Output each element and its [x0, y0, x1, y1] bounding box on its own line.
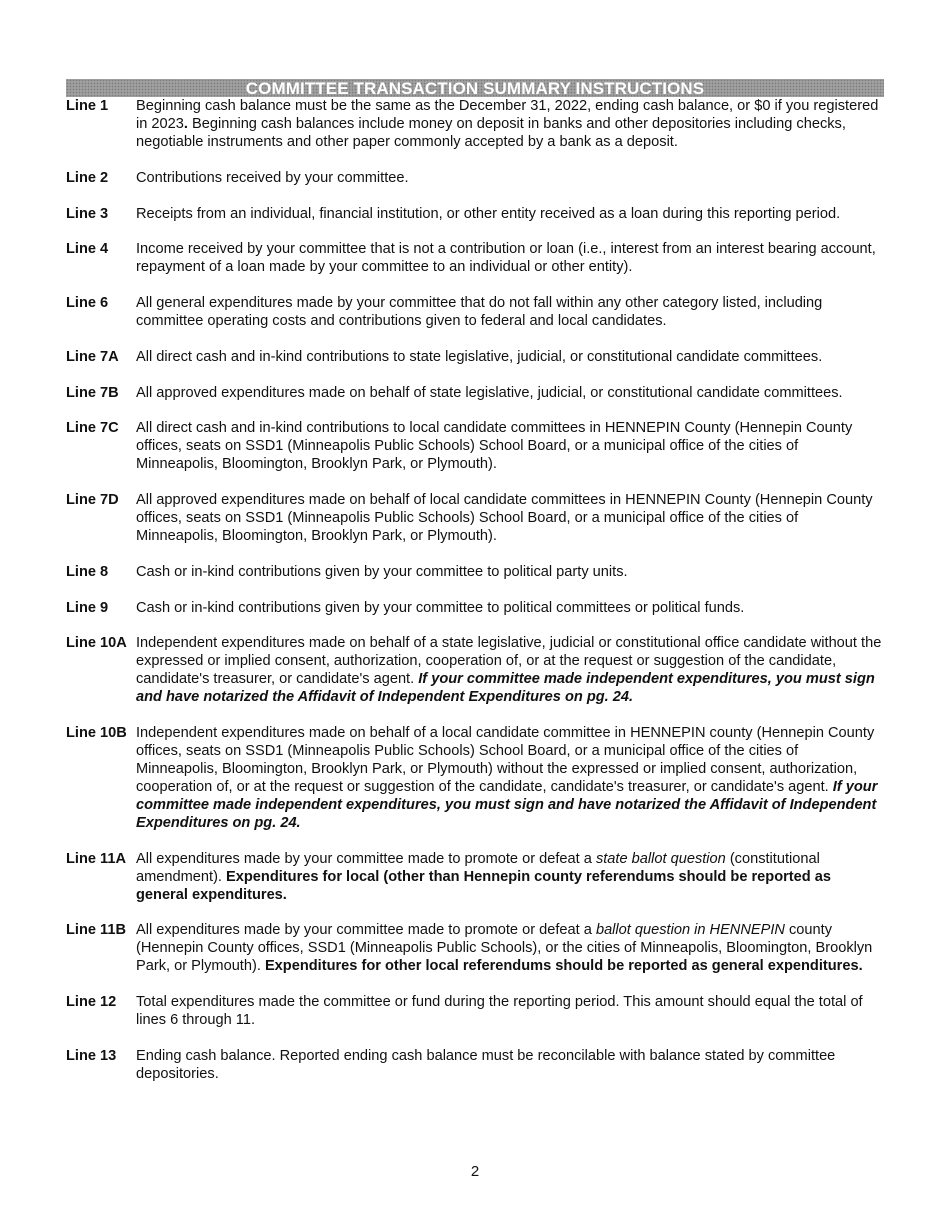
page-number: 2 [470, 1163, 480, 1180]
line-label: Line 7D [66, 492, 119, 508]
affidavit-notice: If your committee made independent expenditures, you must sign and have notarized the Affidavit of Independent Expenditures on pg. 24. [136, 671, 875, 705]
section-title: COMMITTEE TRANSACTION SUMMARY INSTRUCTIONS [245, 79, 705, 98]
instructions-page [66, 79, 884, 1083]
line-description: Cash or in-kind contributions given by your committee to political party units. [136, 564, 628, 580]
line-label: Line 12 [66, 994, 117, 1010]
line-description: Receipts from an individual, financial institution, or other entity received as a loan during this reporting period. [136, 206, 841, 222]
section-title-banner [66, 79, 884, 97]
line-description [136, 850, 884, 904]
line-item-9 [66, 599, 884, 617]
line-text-bold: Expenditures for local (other than Hennepin county referendums should be reported as general expenditures. [136, 869, 831, 903]
line-text-part: county (Hennepin County offices, SSD1 (Minneapolis Public Schools), or the cities of Minneapolis, Bloomington, Brooklyn Park, or Plymouth). [136, 922, 873, 974]
line-label: Line 4 [66, 241, 109, 257]
line-text-part: All expenditures made by your committee made to promote or defeat a [136, 922, 596, 938]
line-text-part: Independent expenditures made on behalf of a local candidate committee in HENNEPIN county (Hennepin County offices, seats on SSD1 (Minneapolis Public Schools) School Board, or a municipal office of the cities of Minneapolis, Bloomington, Brooklyn Park, or Plymouth) without the expressed or implied consent, authorization, cooperation of, or at the request or suggestion of the candidate, candidate's treasurer, or candidate's agent. [136, 725, 875, 795]
line-item-8 [66, 563, 884, 581]
line-text-part: Beginning cash balances include money on deposit in banks and other depositories including checks, negotiable instruments and other paper commonly accepted by a bank as a deposit. [136, 116, 846, 150]
line-item-7a [66, 348, 884, 366]
line-item-11b [66, 921, 884, 975]
line-label: Line 8 [66, 564, 109, 580]
line-description: All general expenditures made by your committee that do not fall within any other category listed, including committee operating costs and contributions given to federal and local candidates. [136, 295, 823, 329]
line-text-italic: ballot question in HENNEPIN [595, 922, 785, 938]
line-text-bold: . [183, 116, 188, 132]
line-description [136, 921, 884, 975]
line-label: Line 10B [66, 725, 127, 741]
line-description [136, 724, 884, 832]
line-label: Line 7B [66, 385, 119, 401]
line-label: Line 6 [66, 295, 109, 311]
line-item-7d [66, 491, 884, 545]
line-label: Line 9 [66, 600, 109, 616]
line-description: All direct cash and in-kind contributions to local candidate committees in HENNEPIN County (Hennepin County offices, seats on SSD1 (Minneapolis Public Schools) School Board, or a municipal office of the cities of Minneapolis, Bloomington, Brooklyn Park, or Plymouth). [136, 420, 853, 472]
line-item-13 [66, 1047, 884, 1083]
line-item-3 [66, 205, 884, 223]
line-item-12 [66, 993, 884, 1029]
line-description: Total expenditures made the committee or fund during the reporting period. This amount should equal the total of lines 6 through 11. [136, 994, 863, 1028]
line-label: Line 7A [66, 349, 119, 365]
line-item-2 [66, 169, 884, 187]
line-label: Line 7C [66, 420, 119, 436]
line-label: Line 11B [66, 922, 127, 938]
line-item-10a [66, 634, 884, 706]
line-description: All approved expenditures made on behalf of state legislative, judicial, or constitutional candidate committees. [136, 385, 843, 401]
line-item-6 [66, 294, 884, 330]
affidavit-notice: If your committee made independent expenditures, you must sign and have notarized the Affidavit of Independent Expenditures on pg. 24. [136, 779, 878, 831]
line-item-7b [66, 384, 884, 402]
line-description: All approved expenditures made on behalf of local candidate committees in HENNEPIN County (Hennepin County offices, seats on SSD1 (Minneapolis Public Schools) School Board, or a municipal office of the cities of Minneapolis, Bloomington, Brooklyn Park, or Plymouth). [136, 492, 873, 544]
line-text-part: All expenditures made by your committee made to promote or defeat a [136, 851, 596, 867]
line-label: Line 2 [66, 170, 109, 186]
line-text-bold: Expenditures for other local referendums should be reported as general expenditures. [264, 958, 863, 974]
line-description: Contributions received by your committee. [136, 170, 409, 186]
line-description: Income received by your committee that is not a contribution or loan (i.e., interest from an interest bearing account, repayment of a loan made by your committee to an individual or other entity). [136, 241, 876, 275]
line-label: Line 13 [66, 1048, 117, 1064]
line-description [136, 634, 884, 706]
line-text-part: Independent expenditures made on behalf of a state legislative, judicial or constitutional office candidate without the expressed or implied consent, authorization, cooperation of, or at the request or suggestion of the candidate, candidate's treasurer, or candidate's agent. [136, 635, 882, 687]
line-description: Ending cash balance. Reported ending cash balance must be reconcilable with balance stated by committee depositories. [136, 1048, 836, 1082]
line-text-part: (constitutional amendment). [136, 851, 820, 885]
line-item-4 [66, 240, 884, 276]
line-description: All direct cash and in-kind contributions to state legislative, judicial, or constitutional candidate committees. [136, 349, 823, 365]
line-item-10b [66, 724, 884, 832]
line-label: Line 10A [66, 635, 127, 651]
line-label: Line 3 [66, 206, 109, 222]
line-label: Line 1 [66, 98, 109, 114]
line-text-part: Beginning cash balance must be the same as the December 31, 2022, ending cash balance, or $0 if you registered in 2023 [136, 98, 879, 132]
line-item-7c [66, 419, 884, 473]
line-description: Cash or in-kind contributions given by your committee to political committees or political funds. [136, 600, 745, 616]
line-description [136, 97, 884, 151]
line-text-italic: state ballot question [595, 851, 726, 867]
line-item-1 [66, 97, 884, 151]
line-item-11a [66, 850, 884, 904]
line-label: Line 11A [66, 851, 127, 867]
